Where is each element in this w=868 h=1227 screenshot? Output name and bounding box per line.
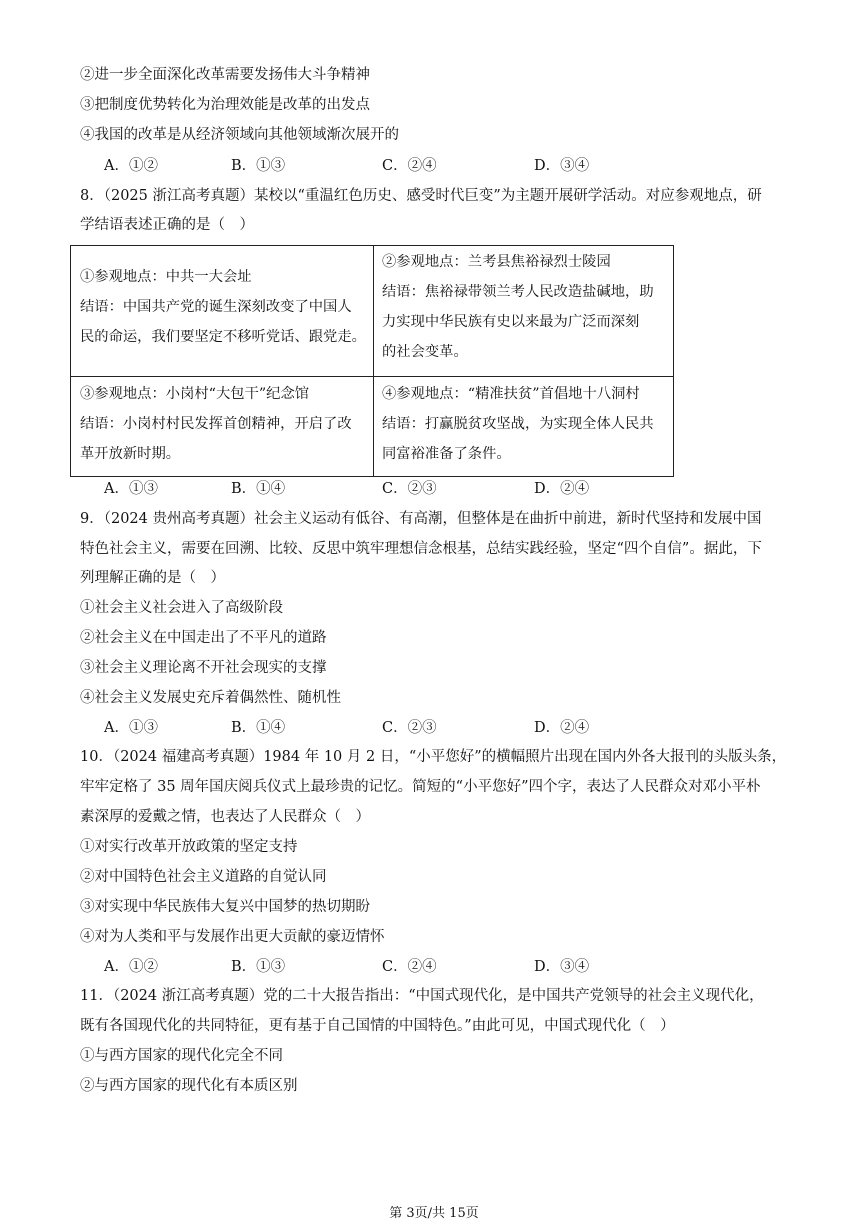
q8-table [70,245,674,477]
q9-statement-4: ④社会主义发展史充斥着偶然性、随机性 [80,690,341,706]
q8-option-c[interactable]: C．②③ [382,481,437,497]
cell-2-conclusion-end: 的社会变革。 [382,344,468,360]
q11-statement-2: ②与西方国家的现代化有本质区别 [80,1078,298,1094]
q7-option-c[interactable]: C．②④ [382,158,437,174]
q9-statement-3: ③社会主义理论离不开社会现实的支撑 [80,660,327,676]
q7-statement-2: ②进一步全面深化改革需要发扬伟大斗争精神 [80,67,370,83]
table-cell-1 [80,262,366,352]
q10-option-b[interactable]: B．①③ [231,959,286,975]
q9-option-d[interactable]: D．②④ [534,720,590,736]
q9-stem-line-1: 9．（2024 贵州高考真题）社会主义运动有低谷、有高潮，但整体是在曲折中前进，新时代坚持和发展中国 [80,511,762,527]
table-cell-2 [382,247,654,367]
q7-statement-3: ③把制度优势转化为治理效能是改革的出发点 [80,97,370,113]
q10-statement-3: ③对实现中华民族伟大复兴中国梦的热切期盼 [80,899,370,915]
cell-2-conclusion-cont: 力实现中华民族有史以来最为广泛而深刻 [382,314,640,330]
q10-option-c[interactable]: C．②④ [382,959,437,975]
q10-stem-line-2: 牢牢定格了 35 周年国庆阅兵仪式上最珍贵的记忆。简短的“小平您好”四个字，表达了人民群众对邓小平朴 [80,779,761,795]
cell-3-conclusion-cont: 革开放新时期。 [80,446,181,462]
q10-option-a[interactable]: A．①② [104,959,158,975]
cell-2-conclusion: 结语：焦裕禄带领兰考人民改造盐碱地，助 [382,284,654,300]
q8-option-a[interactable]: A．①③ [104,481,158,497]
q10-stem-line-1: 10．（2024 福建高考真题）1984 年 10 月 2 日，“小平您好”的横幅照片出现在国内外各大报刊的头版头条， [80,749,787,765]
q9-statement-1: ①社会主义社会进入了高级阶段 [80,600,283,616]
cell-4-conclusion-cont: 同富裕准备了条件。 [382,446,511,462]
q8-stem-line-2: 学结语表述正确的是（ ） [80,217,254,233]
q10-option-d[interactable]: D．③④ [534,959,590,975]
cell-4-conclusion: 结语：打赢脱贫攻坚战，为实现全体人民共 [382,416,654,432]
q9-statement-2: ②社会主义在中国走出了不平凡的道路 [80,630,327,646]
table-divider-vertical [373,246,374,476]
q7-statement-4: ④我国的改革是从经济领域向其他领域渐次展开的 [80,127,399,143]
q10-stem-line-3: 素深厚的爱戴之情，也表达了人民群众（ ） [80,809,370,825]
q9-option-b[interactable]: B．①④ [231,720,286,736]
cell-2-site: ②参观地点：兰考县焦裕禄烈士陵园 [382,254,611,270]
q7-option-d[interactable]: D．③④ [534,158,590,174]
q10-statement-1: ①对实行改革开放政策的坚定支持 [80,839,298,855]
table-cell-4 [382,379,654,469]
table-divider-horizontal [71,376,673,377]
q8-stem-line-1: 8．（2025 浙江高考真题）某校以“重温红色历史、感受时代巨变”为主题开展研学活动。对应参观地点，研 [80,188,762,204]
q11-statement-1: ①与西方国家的现代化完全不同 [80,1048,283,1064]
q9-option-c[interactable]: C．②③ [382,720,437,736]
table-cell-3 [80,379,352,469]
cell-3-conclusion: 结语：小岗村村民发挥首创精神，开启了改 [80,416,352,432]
cell-1-conclusion: 结语：中国共产党的诞生深刻改变了中国人 [80,299,352,315]
page-number: 第 3页/共 15页 [389,1206,479,1221]
q11-stem-line-1: 11．（2024 浙江高考真题）党的二十大报告指出：“中国式现代化，是中国共产党领导的社会主义现代化， [80,988,764,1004]
cell-3-site: ③参观地点：小岗村“大包干”纪念馆 [80,386,310,402]
q8-option-b[interactable]: B．①④ [231,481,286,497]
cell-4-site: ④参观地点：“精准扶贫”首倡地十八洞村 [382,386,640,402]
q9-option-a[interactable]: A．①③ [104,720,158,736]
q7-option-a[interactable]: A．①② [104,158,158,174]
cell-1-conclusion-cont: 民的命运，我们要坚定不移听党话、跟党走。 [80,329,366,345]
q7-option-b[interactable]: B．①③ [231,158,286,174]
q10-statement-2: ②对中国特色社会主义道路的自觉认同 [80,869,327,885]
q11-stem-line-2: 既有各国现代化的共同特征，更有基于自己国情的中国特色。”由此可见，中国式现代化（ ） [80,1018,675,1034]
q8-option-d[interactable]: D．②④ [534,481,590,497]
q10-statement-4: ④对为人类和平与发展作出更大贡献的豪迈情怀 [80,929,385,945]
q9-stem-line-3: 列理解正确的是（ ） [80,570,225,586]
cell-1-site: ①参观地点：中共一大会址 [80,269,252,285]
q9-stem-line-2: 特色社会主义，需要在回溯、比较、反思中筑牢理想信念根基，总结实践经验，坚定“四个自信”。据此，下 [80,541,762,557]
